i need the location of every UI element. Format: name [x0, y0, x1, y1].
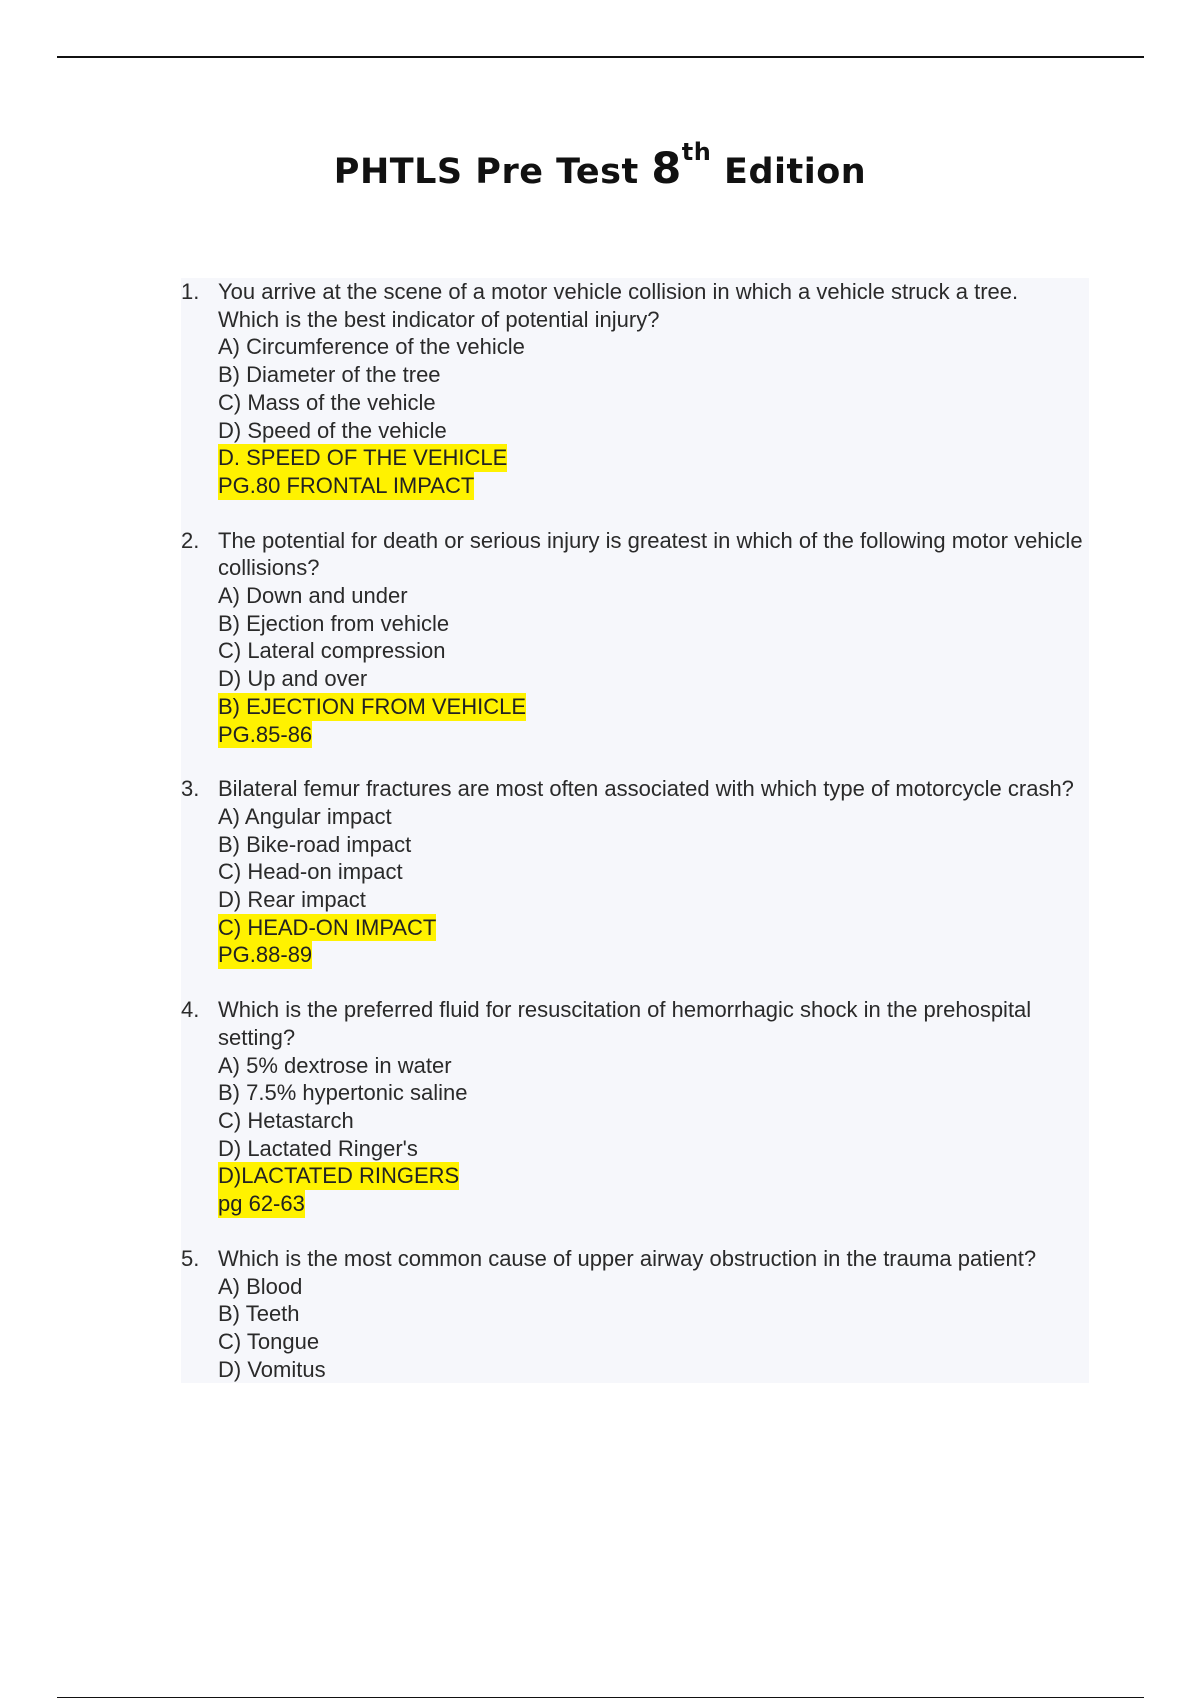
option-a: A) Angular impact	[218, 803, 392, 829]
answer-highlight: D)LACTATED RINGERS	[218, 1163, 460, 1189]
option-b: B) Ejection from vehicle	[218, 610, 450, 636]
option-b: B) Diameter of the tree	[218, 362, 441, 388]
question-text: Which is the most common cause of upper airway obstruction in the trauma patient?	[218, 1245, 1037, 1271]
option-d: D) Rear impact	[218, 887, 366, 913]
reference-highlight: PG.80 FRONTAL IMPACT	[218, 472, 475, 498]
question-number: 2.	[181, 527, 200, 553]
title-superscript: th	[681, 138, 712, 166]
option-b: B) 7.5% hypertonic saline	[218, 1080, 468, 1106]
option-b: B) Teeth	[218, 1301, 300, 1327]
question-2	[181, 527, 1089, 776]
option-d: D) Up and over	[218, 666, 368, 692]
option-c: C) Lateral compression	[218, 638, 446, 664]
option-a: A) Circumference of the vehicle	[218, 334, 525, 360]
option-a: A) 5% dextrose in water	[218, 1052, 452, 1078]
option-c: C) Head-on impact	[218, 859, 403, 885]
page-title	[0, 138, 1200, 194]
question-number: 3.	[181, 776, 200, 802]
option-a: A) Down and under	[218, 583, 408, 609]
question-number: 1.	[181, 279, 200, 304]
question-1	[181, 278, 1089, 527]
reference-highlight: pg 62-63	[218, 1191, 305, 1217]
question-text: Which is the preferred fluid for resuscitation of hemorrhagic shock in the prehospital setting?	[218, 997, 1032, 1050]
question-number: 5.	[181, 1245, 200, 1271]
option-a: A) Blood	[218, 1273, 303, 1299]
bottom-rule	[57, 1697, 1144, 1698]
question-5	[181, 1245, 1089, 1384]
reference-highlight: PG.88-89	[218, 942, 313, 968]
option-d: D) Lactated Ringer's	[218, 1135, 418, 1161]
question-list	[181, 278, 1089, 1383]
question-spacer	[182, 748, 1085, 775]
option-c: C) Hetastarch	[218, 1107, 354, 1133]
reference-highlight: PG.85-86	[218, 721, 313, 747]
title-prefix: PHTLS Pre Test	[333, 152, 652, 192]
question-number: 4.	[181, 997, 200, 1023]
answer-highlight: B) EJECTION FROM VEHICLE	[218, 693, 527, 719]
question-text: The potential for death or serious injury is greatest in which of the following motor vehicle collisions?	[218, 527, 1083, 581]
question-4	[181, 996, 1089, 1245]
option-b: B) Bike-road impact	[218, 831, 412, 857]
option-d: D) Vomitus	[218, 1356, 326, 1382]
question-3	[181, 775, 1089, 996]
answer-highlight: C) HEAD-ON IMPACT	[218, 914, 437, 940]
option-c: C) Tongue	[218, 1328, 320, 1354]
answer-highlight: D. SPEED OF THE VEHICLE	[218, 445, 508, 471]
question-spacer	[182, 500, 1085, 527]
option-d: D) Speed of the vehicle	[218, 417, 447, 443]
title-suffix: Edition	[711, 152, 867, 192]
title-edition-number: 8	[651, 144, 682, 194]
question-text: Bilateral femur fractures are most often associated with which type of motorcycle crash?	[218, 776, 1074, 802]
top-rule	[57, 56, 1144, 58]
question-spacer	[182, 969, 1085, 996]
option-c: C) Mass of the vehicle	[218, 389, 436, 415]
question-spacer	[182, 1218, 1085, 1245]
question-text: You arrive at the scene of a motor vehicle collision in which a vehicle struck a tree. Which is the best indicator of potential injury?	[218, 279, 1019, 332]
